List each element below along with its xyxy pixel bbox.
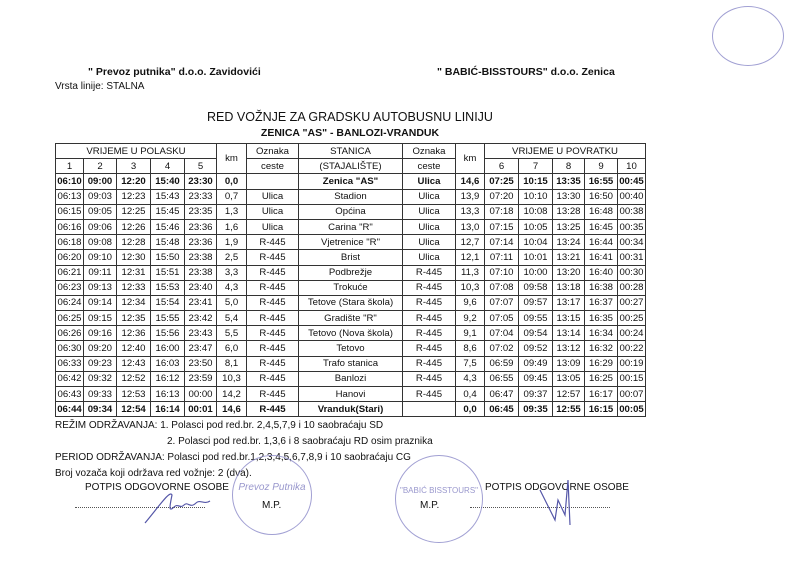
departure-time: 23:36 — [185, 219, 217, 234]
return-time: 00:38 — [618, 204, 646, 219]
return-time: 10:01 — [519, 250, 553, 265]
return-time: 13:09 — [553, 356, 585, 371]
road-code-return: Ulica — [403, 250, 456, 265]
station-header-2: (STAJALIŠTE) — [299, 159, 403, 174]
departure-time: 06:15 — [56, 204, 84, 219]
km-from-start: 3,3 — [217, 265, 247, 280]
return-time: 13:35 — [553, 174, 585, 189]
departure-time: 06:10 — [56, 174, 84, 189]
departure-time: 23:40 — [185, 280, 217, 295]
departure-number: 1 — [56, 159, 84, 174]
return-time: 07:02 — [485, 341, 519, 356]
stamp-text-left: Prevoz Putnika — [238, 482, 306, 493]
km-return: 12,1 — [456, 250, 485, 265]
mp-right: M.P. — [420, 500, 440, 511]
return-time: 09:57 — [519, 295, 553, 310]
return-time: 06:47 — [485, 387, 519, 402]
return-time: 16:55 — [585, 174, 618, 189]
departure-time: 15:55 — [151, 311, 185, 326]
station-name: Gradište "R" — [299, 311, 403, 326]
departure-time: 09:34 — [84, 402, 117, 417]
km-from-start: 5,4 — [217, 311, 247, 326]
return-time: 00:24 — [618, 326, 646, 341]
km-return: 9,2 — [456, 311, 485, 326]
return-time: 13:20 — [553, 265, 585, 280]
table-row — [56, 371, 646, 386]
departure-time: 09:06 — [84, 219, 117, 234]
table-row — [56, 219, 646, 234]
return-time: 07:25 — [485, 174, 519, 189]
return-time: 16:17 — [585, 387, 618, 402]
return-time: 00:45 — [618, 174, 646, 189]
road-code — [247, 174, 299, 189]
departure-time: 12:43 — [117, 356, 151, 371]
return-time: 09:35 — [519, 402, 553, 417]
timetable — [55, 143, 646, 417]
road-code: R-445 — [247, 235, 299, 250]
departure-time: 12:36 — [117, 326, 151, 341]
departure-time: 16:14 — [151, 402, 185, 417]
departure-time: 12:34 — [117, 295, 151, 310]
return-time: 07:20 — [485, 189, 519, 204]
km-from-start: 8,1 — [217, 356, 247, 371]
return-time: 16:32 — [585, 341, 618, 356]
road-code-return: Ulica — [403, 219, 456, 234]
return-time: 10:10 — [519, 189, 553, 204]
departure-time: 06:21 — [56, 265, 84, 280]
departure-time: 12:31 — [117, 265, 151, 280]
return-time: 09:58 — [519, 280, 553, 295]
return-time: 10:05 — [519, 219, 553, 234]
return-time: 16:50 — [585, 189, 618, 204]
return-time: 13:18 — [553, 280, 585, 295]
departure-time: 09:33 — [84, 387, 117, 402]
station-name: Vjetrenice "R" — [299, 235, 403, 250]
road-code-return: R-445 — [403, 280, 456, 295]
company-stamp-left — [232, 455, 312, 535]
departure-time: 09:08 — [84, 235, 117, 250]
departure-time: 12:23 — [117, 189, 151, 204]
km-from-start: 14,6 — [217, 402, 247, 417]
departure-time: 16:12 — [151, 371, 185, 386]
departure-time: 23:38 — [185, 250, 217, 265]
departure-time: 12:26 — [117, 219, 151, 234]
departure-time: 16:03 — [151, 356, 185, 371]
km-from-start: 2,5 — [217, 250, 247, 265]
table-row — [56, 356, 646, 371]
return-time: 07:10 — [485, 265, 519, 280]
return-time: 13:12 — [553, 341, 585, 356]
station-name: Stadion — [299, 189, 403, 204]
km-from-start: 14,2 — [217, 387, 247, 402]
line-type: Vrsta linije: STALNA — [55, 81, 145, 92]
return-time: 00:05 — [618, 402, 646, 417]
return-time: 13:25 — [553, 219, 585, 234]
return-time: 13:24 — [553, 235, 585, 250]
return-time: 07:08 — [485, 280, 519, 295]
return-time: 00:40 — [618, 189, 646, 204]
departure-time: 09:20 — [84, 341, 117, 356]
road-code-return: R-445 — [403, 265, 456, 280]
departure-time: 06:30 — [56, 341, 84, 356]
departure-header: VRIJEME U POLASKU — [56, 144, 217, 159]
station-header: STANICA — [299, 144, 403, 159]
table-row — [56, 204, 646, 219]
return-time: 10:04 — [519, 235, 553, 250]
table-row — [56, 311, 646, 326]
km-return: 13,9 — [456, 189, 485, 204]
table-row — [56, 280, 646, 295]
km-return: 9,1 — [456, 326, 485, 341]
return-time: 09:55 — [519, 311, 553, 326]
departure-time: 06:42 — [56, 371, 84, 386]
road-code: R-445 — [247, 341, 299, 356]
departure-time: 23:33 — [185, 189, 217, 204]
road-code: R-445 — [247, 295, 299, 310]
return-time: 13:28 — [553, 204, 585, 219]
km-return: 13,0 — [456, 219, 485, 234]
station-name: Carina "R" — [299, 219, 403, 234]
departure-time: 15:45 — [151, 204, 185, 219]
road-header-2: ceste — [247, 159, 299, 174]
departure-time: 06:16 — [56, 219, 84, 234]
road-code: Ulica — [247, 219, 299, 234]
departure-time: 23:47 — [185, 341, 217, 356]
station-name: Hanovi — [299, 387, 403, 402]
return-number: 9 — [585, 159, 618, 174]
official-stamp-top — [712, 6, 784, 66]
departure-time: 09:16 — [84, 326, 117, 341]
station-name: Trafo stanica — [299, 356, 403, 371]
km-return: 9,6 — [456, 295, 485, 310]
departure-time: 09:15 — [84, 311, 117, 326]
station-name: Zenica "AS" — [299, 174, 403, 189]
departure-time: 12:54 — [117, 402, 151, 417]
departure-time: 23:50 — [185, 356, 217, 371]
departure-time: 23:41 — [185, 295, 217, 310]
return-time: 00:34 — [618, 235, 646, 250]
departure-time: 12:28 — [117, 235, 151, 250]
return-time: 00:35 — [618, 219, 646, 234]
departure-time: 15:48 — [151, 235, 185, 250]
departure-time: 06:25 — [56, 311, 84, 326]
table-row — [56, 265, 646, 280]
route-subtitle: ZENICA "AS" - BANLOZI-VRANDUK — [260, 127, 440, 139]
return-time: 10:00 — [519, 265, 553, 280]
km-header: km — [217, 144, 247, 174]
departure-time: 09:13 — [84, 280, 117, 295]
departure-time: 12:53 — [117, 387, 151, 402]
road-code: R-445 — [247, 371, 299, 386]
return-time: 00:31 — [618, 250, 646, 265]
road-code-return: Ulica — [403, 204, 456, 219]
signature-left — [140, 485, 220, 525]
table-row — [56, 189, 646, 204]
station-name: Trokuće — [299, 280, 403, 295]
table-row — [56, 235, 646, 250]
departure-time: 06:23 — [56, 280, 84, 295]
departure-time: 06:33 — [56, 356, 84, 371]
departure-number: 5 — [185, 159, 217, 174]
return-time: 00:22 — [618, 341, 646, 356]
departure-time: 09:14 — [84, 295, 117, 310]
return-time: 00:07 — [618, 387, 646, 402]
return-time: 12:55 — [553, 402, 585, 417]
departure-time: 12:33 — [117, 280, 151, 295]
station-name: Brist — [299, 250, 403, 265]
return-time: 07:05 — [485, 311, 519, 326]
return-time: 07:04 — [485, 326, 519, 341]
departure-time: 09:00 — [84, 174, 117, 189]
page-title: RED VOŽNJE ZA GRADSKU AUTOBUSNU LINIJU — [207, 110, 493, 124]
table-row — [56, 295, 646, 310]
departure-time: 23:43 — [185, 326, 217, 341]
return-time: 16:44 — [585, 235, 618, 250]
km-return: 0,0 — [456, 402, 485, 417]
table-row — [56, 402, 646, 417]
km-from-start: 1,9 — [217, 235, 247, 250]
road-header-2: ceste — [403, 159, 456, 174]
departure-time: 15:51 — [151, 265, 185, 280]
return-number: 8 — [553, 159, 585, 174]
return-time: 16:15 — [585, 402, 618, 417]
signature-label-left: POTPIS ODGOVORNE OSOBE — [85, 482, 229, 493]
return-time: 16:40 — [585, 265, 618, 280]
return-time: 07:15 — [485, 219, 519, 234]
km-return: 13,3 — [456, 204, 485, 219]
departure-time: 23:59 — [185, 371, 217, 386]
departure-time: 12:52 — [117, 371, 151, 386]
return-time: 00:27 — [618, 295, 646, 310]
road-code-return: Ulica — [403, 235, 456, 250]
departure-time: 09:23 — [84, 356, 117, 371]
road-code: R-445 — [247, 280, 299, 295]
road-header: Oznaka — [247, 144, 299, 159]
return-time: 16:34 — [585, 326, 618, 341]
return-time: 00:30 — [618, 265, 646, 280]
return-time: 09:45 — [519, 371, 553, 386]
km-from-start: 10,3 — [217, 371, 247, 386]
return-time: 13:05 — [553, 371, 585, 386]
km-from-start: 6,0 — [217, 341, 247, 356]
departure-time: 15:50 — [151, 250, 185, 265]
departure-time: 12:35 — [117, 311, 151, 326]
km-from-start: 0,7 — [217, 189, 247, 204]
return-time: 06:45 — [485, 402, 519, 417]
table-row — [56, 326, 646, 341]
road-code: R-445 — [247, 402, 299, 417]
return-time: 16:41 — [585, 250, 618, 265]
return-time: 13:15 — [553, 311, 585, 326]
left-company: " Prevoz putnika" d.o.o. Zavidovići — [88, 66, 261, 78]
departure-time: 15:43 — [151, 189, 185, 204]
road-code-return: R-445 — [403, 295, 456, 310]
departure-time: 00:01 — [185, 402, 217, 417]
departure-time: 15:46 — [151, 219, 185, 234]
km-return: 14,6 — [456, 174, 485, 189]
return-number: 7 — [519, 159, 553, 174]
return-time: 16:29 — [585, 356, 618, 371]
station-name: Banlozi — [299, 371, 403, 386]
company-stamp-right — [395, 455, 483, 543]
departure-time: 12:30 — [117, 250, 151, 265]
station-name: Podbrežje — [299, 265, 403, 280]
return-time: 07:18 — [485, 204, 519, 219]
departure-time: 15:56 — [151, 326, 185, 341]
km-from-start: 1,3 — [217, 204, 247, 219]
road-code-return: Ulica — [403, 189, 456, 204]
station-name: Tetovo (Nova škola) — [299, 326, 403, 341]
road-code: R-445 — [247, 356, 299, 371]
departure-time: 06:26 — [56, 326, 84, 341]
road-code-return: R-445 — [403, 387, 456, 402]
return-header: VRIJEME U POVRATKU — [485, 144, 646, 159]
departure-number: 4 — [151, 159, 185, 174]
road-code-return: R-445 — [403, 311, 456, 326]
departure-time: 12:20 — [117, 174, 151, 189]
station-name: Vranduk(Stari) — [299, 402, 403, 417]
stamp-text-right: "BABIĆ BISSTOURS" — [400, 486, 478, 495]
departure-time: 12:40 — [117, 341, 151, 356]
departure-time: 09:11 — [84, 265, 117, 280]
return-time: 13:21 — [553, 250, 585, 265]
return-time: 06:59 — [485, 356, 519, 371]
departure-time: 16:00 — [151, 341, 185, 356]
table-row — [56, 250, 646, 265]
departure-number: 2 — [84, 159, 117, 174]
signature-right — [530, 470, 600, 530]
departure-time: 06:20 — [56, 250, 84, 265]
departure-time: 23:30 — [185, 174, 217, 189]
km-return: 11,3 — [456, 265, 485, 280]
departure-time: 15:40 — [151, 174, 185, 189]
departure-time: 06:43 — [56, 387, 84, 402]
return-time: 10:15 — [519, 174, 553, 189]
signature-label-right: POTPIS ODGOVORNE OSOBE — [485, 482, 629, 493]
departure-time: 15:53 — [151, 280, 185, 295]
departure-time: 23:36 — [185, 235, 217, 250]
table-row — [56, 341, 646, 356]
return-time: 06:55 — [485, 371, 519, 386]
km-from-start: 0,0 — [217, 174, 247, 189]
departure-time: 23:35 — [185, 204, 217, 219]
return-time: 16:45 — [585, 219, 618, 234]
table-row — [56, 174, 646, 189]
road-code: R-445 — [247, 250, 299, 265]
return-time: 13:17 — [553, 295, 585, 310]
station-name: Tetove (Stara škola) — [299, 295, 403, 310]
return-time: 00:25 — [618, 311, 646, 326]
km-from-start: 4,3 — [217, 280, 247, 295]
return-time: 12:57 — [553, 387, 585, 402]
departure-time: 06:24 — [56, 295, 84, 310]
return-time: 07:11 — [485, 250, 519, 265]
km-return: 12,7 — [456, 235, 485, 250]
km-header: km — [456, 144, 485, 174]
departure-number: 3 — [117, 159, 151, 174]
departure-time: 23:38 — [185, 265, 217, 280]
return-time: 16:25 — [585, 371, 618, 386]
return-number: 10 — [618, 159, 646, 174]
return-time: 09:49 — [519, 356, 553, 371]
departure-time: 23:42 — [185, 311, 217, 326]
departure-time: 06:13 — [56, 189, 84, 204]
return-time: 07:07 — [485, 295, 519, 310]
road-header: Oznaka — [403, 144, 456, 159]
road-code: R-445 — [247, 387, 299, 402]
return-time: 13:30 — [553, 189, 585, 204]
road-code-return: R-445 — [403, 341, 456, 356]
road-code: Ulica — [247, 204, 299, 219]
road-code: R-445 — [247, 311, 299, 326]
return-time: 16:37 — [585, 295, 618, 310]
regime-note-2: 2. Polasci pod red.br. 1,3,6 i 8 saobraćaju RD osim praznika — [167, 436, 433, 447]
departure-time: 06:18 — [56, 235, 84, 250]
departure-time: 15:54 — [151, 295, 185, 310]
return-number: 6 — [485, 159, 519, 174]
return-time: 16:35 — [585, 311, 618, 326]
return-time: 13:14 — [553, 326, 585, 341]
return-time: 07:14 — [485, 235, 519, 250]
period-note: PERIOD ODRŽAVANJA: Polasci pod red.br.1,2,3,4,5,6,7,8,9 i 10 saobraćaju CG — [55, 452, 411, 463]
km-return: 0,4 — [456, 387, 485, 402]
return-time: 09:52 — [519, 341, 553, 356]
return-time: 09:37 — [519, 387, 553, 402]
departure-time: 16:13 — [151, 387, 185, 402]
regime-note-1: REŽIM ODRŽAVANJA: 1. Polasci pod red.br. 2,4,5,7,9 i 10 saobraćaju SD — [55, 420, 384, 431]
km-return: 8,6 — [456, 341, 485, 356]
return-time: 00:28 — [618, 280, 646, 295]
km-return: 10,3 — [456, 280, 485, 295]
km-return: 4,3 — [456, 371, 485, 386]
road-code: R-445 — [247, 326, 299, 341]
departure-time: 09:05 — [84, 204, 117, 219]
drivers-note: Broj vozača koji održava red vožnje: 2 (dva). — [55, 468, 252, 479]
km-from-start: 1,6 — [217, 219, 247, 234]
road-code: Ulica — [247, 189, 299, 204]
table-row — [56, 387, 646, 402]
road-code-return: R-445 — [403, 356, 456, 371]
return-time: 10:08 — [519, 204, 553, 219]
departure-time: 09:10 — [84, 250, 117, 265]
departure-time: 06:44 — [56, 402, 84, 417]
km-return: 7,5 — [456, 356, 485, 371]
station-name: Tetovo — [299, 341, 403, 356]
departure-time: 09:32 — [84, 371, 117, 386]
return-time: 16:38 — [585, 280, 618, 295]
road-code-return: R-445 — [403, 326, 456, 341]
right-company: " BABIĆ-BISSTOURS" d.o.o. Zenica — [437, 66, 615, 78]
km-from-start: 5,0 — [217, 295, 247, 310]
return-time: 00:19 — [618, 356, 646, 371]
road-code-return: Ulica — [403, 174, 456, 189]
road-code-return — [403, 402, 456, 417]
departure-time: 00:00 — [185, 387, 217, 402]
return-time: 09:54 — [519, 326, 553, 341]
return-time: 00:15 — [618, 371, 646, 386]
km-from-start: 5,5 — [217, 326, 247, 341]
station-name: Općina — [299, 204, 403, 219]
departure-time: 09:03 — [84, 189, 117, 204]
road-code: R-445 — [247, 265, 299, 280]
return-time: 16:48 — [585, 204, 618, 219]
road-code-return: R-445 — [403, 371, 456, 386]
departure-time: 12:25 — [117, 204, 151, 219]
mp-left: M.P. — [262, 500, 282, 511]
